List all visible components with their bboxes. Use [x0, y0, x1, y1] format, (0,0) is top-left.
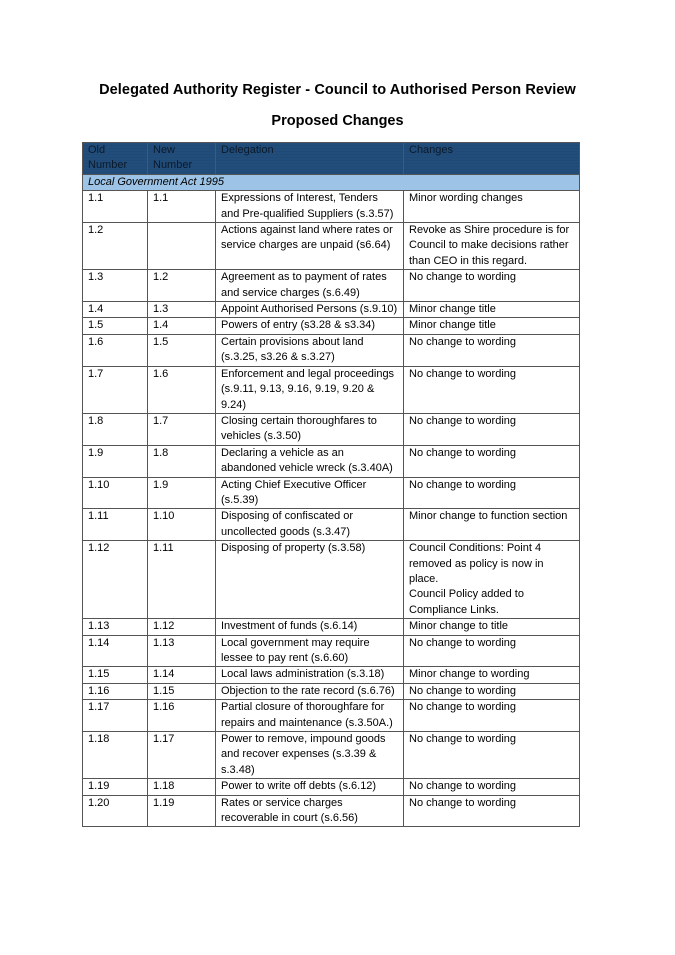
cell-changes: No change to wording: [404, 477, 580, 509]
cell-old-number: 1.17: [83, 700, 148, 732]
cell-delegation: Actions against land where rates or service charges are unpaid (s6.64): [216, 223, 404, 270]
cell-delegation: Certain provisions about land (s.3.25, s3.26 & s.3.27): [216, 334, 404, 366]
cell-new-number: 1.17: [148, 732, 216, 779]
cell-changes: Minor change title: [404, 318, 580, 334]
header-old-number: Old Number: [83, 143, 148, 175]
table-row: [83, 191, 580, 223]
cell-new-number: 1.14: [148, 667, 216, 683]
cell-old-number: 1.20: [83, 795, 148, 827]
cell-new-number: 1.8: [148, 445, 216, 477]
cell-old-number: 1.9: [83, 445, 148, 477]
cell-old-number: 1.1: [83, 191, 148, 223]
cell-changes: Minor change title: [404, 302, 580, 318]
cell-new-number: 1.16: [148, 700, 216, 732]
cell-delegation: Objection to the rate record (s.6.76): [216, 683, 404, 699]
cell-changes: Minor change to wording: [404, 667, 580, 683]
cell-new-number: 1.1: [148, 191, 216, 223]
cell-delegation: Disposing of property (s.3.58): [216, 541, 404, 619]
cell-changes: No change to wording: [404, 700, 580, 732]
cell-changes: No change to wording: [404, 334, 580, 366]
cell-changes: No change to wording: [404, 683, 580, 699]
cell-delegation: Power to write off debts (s.6.12): [216, 779, 404, 795]
cell-changes: No change to wording: [404, 779, 580, 795]
cell-old-number: 1.6: [83, 334, 148, 366]
cell-changes: No change to wording: [404, 366, 580, 413]
cell-old-number: 1.13: [83, 619, 148, 635]
table-row: [83, 270, 580, 302]
cell-new-number: 1.5: [148, 334, 216, 366]
cell-changes: No change to wording: [404, 270, 580, 302]
cell-changes: Council Conditions: Point 4 removed as policy is now in place. Council Policy added to Compliance Links.: [404, 541, 580, 619]
cell-old-number: 1.18: [83, 732, 148, 779]
table-row: [83, 302, 580, 318]
cell-old-number: 1.7: [83, 366, 148, 413]
cell-new-number: [148, 223, 216, 270]
table-row: [83, 619, 580, 635]
cell-delegation: Agreement as to payment of rates and service charges (s.6.49): [216, 270, 404, 302]
table-row: [83, 413, 580, 445]
cell-new-number: 1.7: [148, 413, 216, 445]
table-row: [83, 779, 580, 795]
cell-changes: No change to wording: [404, 445, 580, 477]
cell-changes: No change to wording: [404, 732, 580, 779]
cell-new-number: 1.15: [148, 683, 216, 699]
table-row: [83, 732, 580, 779]
cell-new-number: 1.10: [148, 509, 216, 541]
section-label: Local Government Act 1995: [83, 174, 580, 190]
cell-changes: Minor change to function section: [404, 509, 580, 541]
cell-delegation: Appoint Authorised Persons (s.9.10): [216, 302, 404, 318]
cell-delegation: Power to remove, impound goods and recover expenses (s.3.39 & s.3.48): [216, 732, 404, 779]
cell-new-number: 1.3: [148, 302, 216, 318]
document-title: Delegated Authority Register - Council to Authorised Person Review: [99, 82, 576, 98]
cell-delegation: Closing certain thoroughfares to vehicles (s.3.50): [216, 413, 404, 445]
table-row: [83, 541, 580, 619]
document-subtitle: Proposed Changes: [271, 113, 404, 129]
table-row: [83, 223, 580, 270]
cell-delegation: Enforcement and legal proceedings (s.9.11, 9.13, 9.16, 9.19, 9.20 & 9.24): [216, 366, 404, 413]
cell-old-number: 1.8: [83, 413, 148, 445]
table-row: [83, 445, 580, 477]
cell-new-number: 1.11: [148, 541, 216, 619]
cell-old-number: 1.12: [83, 541, 148, 619]
cell-old-number: 1.19: [83, 779, 148, 795]
table-row: [83, 366, 580, 413]
table-row: [83, 795, 580, 827]
cell-new-number: 1.12: [148, 619, 216, 635]
cell-changes: No change to wording: [404, 795, 580, 827]
table-row: [83, 635, 580, 667]
cell-changes: Minor wording changes: [404, 191, 580, 223]
cell-new-number: 1.9: [148, 477, 216, 509]
cell-old-number: 1.3: [83, 270, 148, 302]
section-row: [83, 174, 580, 190]
cell-delegation: Disposing of confiscated or uncollected goods (s.3.47): [216, 509, 404, 541]
cell-delegation: Acting Chief Executive Officer (s.5.39): [216, 477, 404, 509]
cell-old-number: 1.10: [83, 477, 148, 509]
delegation-register-table: [82, 142, 580, 827]
cell-delegation: Declaring a vehicle as an abandoned vehicle wreck (s.3.40A): [216, 445, 404, 477]
table-row: [83, 334, 580, 366]
cell-old-number: 1.11: [83, 509, 148, 541]
cell-old-number: 1.16: [83, 683, 148, 699]
cell-new-number: 1.13: [148, 635, 216, 667]
table-row: [83, 318, 580, 334]
cell-new-number: 1.2: [148, 270, 216, 302]
cell-delegation: Investment of funds (s.6.14): [216, 619, 404, 635]
cell-old-number: 1.2: [83, 223, 148, 270]
cell-delegation: Partial closure of thoroughfare for repairs and maintenance (s.3.50A.): [216, 700, 404, 732]
table-row: [83, 667, 580, 683]
cell-delegation: Powers of entry (s3.28 & s3.34): [216, 318, 404, 334]
table-row: [83, 700, 580, 732]
cell-old-number: 1.4: [83, 302, 148, 318]
table-header-row: [83, 143, 580, 175]
cell-new-number: 1.19: [148, 795, 216, 827]
table-row: [83, 477, 580, 509]
header-new-number: New Number: [148, 143, 216, 175]
cell-changes: Revoke as Shire procedure is for Council to make decisions rather than CEO in this regard.: [404, 223, 580, 270]
cell-old-number: 1.5: [83, 318, 148, 334]
header-delegation: Delegation: [216, 143, 404, 175]
header-changes: Changes: [404, 143, 580, 175]
cell-delegation: Rates or service charges recoverable in court (s.6.56): [216, 795, 404, 827]
cell-new-number: 1.4: [148, 318, 216, 334]
cell-delegation: Local government may require lessee to pay rent (s.6.60): [216, 635, 404, 667]
cell-new-number: 1.6: [148, 366, 216, 413]
cell-changes: No change to wording: [404, 413, 580, 445]
cell-delegation: Local laws administration (s.3.18): [216, 667, 404, 683]
cell-changes: No change to wording: [404, 635, 580, 667]
table-row: [83, 509, 580, 541]
cell-old-number: 1.15: [83, 667, 148, 683]
cell-new-number: 1.18: [148, 779, 216, 795]
cell-delegation: Expressions of Interest, Tenders and Pre-qualified Suppliers (s.3.57): [216, 191, 404, 223]
table-row: [83, 683, 580, 699]
cell-old-number: 1.14: [83, 635, 148, 667]
cell-changes: Minor change to title: [404, 619, 580, 635]
